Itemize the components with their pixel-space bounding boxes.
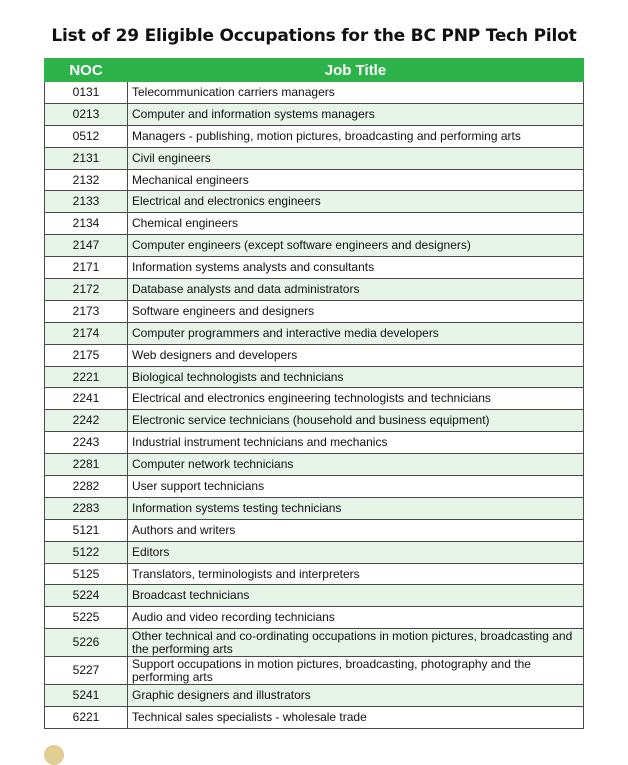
table-row (45, 497, 584, 519)
job-title-column-header: Job Title (128, 59, 584, 82)
job-title-cell: Graphic designers and illustrators (128, 685, 584, 707)
noc-cell: 2132 (45, 169, 128, 191)
table-row (45, 279, 584, 301)
table-row (45, 707, 584, 729)
table-row (45, 300, 584, 322)
table-row (45, 322, 584, 344)
table-row (45, 235, 584, 257)
noc-column-header: NOC (45, 59, 128, 82)
noc-cell: 5226 (45, 629, 128, 657)
page-title: List of 29 Eligible Occupations for the BC PNP Tech Pilot (51, 26, 577, 46)
job-title-cell: Software engineers and designers (128, 300, 584, 322)
table-row (45, 257, 584, 279)
noc-cell: 5241 (45, 685, 128, 707)
noc-cell: 2133 (45, 191, 128, 213)
noc-cell: 2221 (45, 366, 128, 388)
table-row (45, 366, 584, 388)
job-title-cell: Electrical and electronics engineers (128, 191, 584, 213)
job-title-cell: Computer engineers (except software engineers and designers) (128, 235, 584, 257)
table-header-row (45, 59, 584, 82)
job-title-cell: Editors (128, 541, 584, 563)
job-title-cell: Web designers and developers (128, 344, 584, 366)
job-title-cell: Other technical and co-ordinating occupations in motion pictures, broadcasting and the performing arts (128, 629, 584, 657)
job-title-cell: Audio and video recording technicians (128, 607, 584, 629)
table-row (45, 432, 584, 454)
job-title-cell: Broadcast technicians (128, 585, 584, 607)
noc-cell: 2283 (45, 497, 128, 519)
noc-cell: 0512 (45, 125, 128, 147)
job-title-cell: Authors and writers (128, 519, 584, 541)
noc-cell: 2173 (45, 300, 128, 322)
job-title-cell: Electronic service technicians (household and business equipment) (128, 410, 584, 432)
table-row (45, 410, 584, 432)
noc-cell: 6221 (45, 707, 128, 729)
noc-cell: 2242 (45, 410, 128, 432)
noc-cell: 2281 (45, 454, 128, 476)
table-row (45, 388, 584, 410)
noc-cell: 0131 (45, 82, 128, 104)
noc-cell: 2175 (45, 344, 128, 366)
job-title-cell: Computer programmers and interactive media developers (128, 322, 584, 344)
table-row (45, 454, 584, 476)
noc-cell: 2241 (45, 388, 128, 410)
table-row (45, 563, 584, 585)
noc-cell: 5225 (45, 607, 128, 629)
noc-cell: 5224 (45, 585, 128, 607)
table-row (45, 103, 584, 125)
table-row (45, 213, 584, 235)
table-row (45, 191, 584, 213)
table-row (45, 344, 584, 366)
table-row (45, 585, 584, 607)
noc-cell: 2147 (45, 235, 128, 257)
job-title-cell: Technical sales specialists - wholesale trade (128, 707, 584, 729)
job-title-cell: Managers - publishing, motion pictures, broadcasting and performing arts (128, 125, 584, 147)
table-row (45, 169, 584, 191)
job-title-cell: Chemical engineers (128, 213, 584, 235)
table-row (45, 541, 584, 563)
job-title-cell: User support technicians (128, 476, 584, 498)
noc-cell: 5227 (45, 657, 128, 685)
job-title-cell: Mechanical engineers (128, 169, 584, 191)
table-row (45, 607, 584, 629)
table-row (45, 147, 584, 169)
noc-cell: 5122 (45, 541, 128, 563)
table-row (45, 125, 584, 147)
job-title-cell: Database analysts and data administrators (128, 279, 584, 301)
job-title-cell: Electrical and electronics engineering technologists and technicians (128, 388, 584, 410)
noc-cell: 2174 (45, 322, 128, 344)
job-title-cell: Translators, terminologists and interpreters (128, 563, 584, 585)
job-title-cell: Information systems analysts and consultants (128, 257, 584, 279)
noc-cell: 2243 (45, 432, 128, 454)
job-title-cell: Civil engineers (128, 147, 584, 169)
table-row (45, 657, 584, 685)
footer-logo (44, 745, 64, 765)
job-title-cell: Computer network technicians (128, 454, 584, 476)
job-title-cell: Computer and information systems managers (128, 103, 584, 125)
noc-cell: 2134 (45, 213, 128, 235)
table-row (45, 82, 584, 104)
table-row (45, 519, 584, 541)
noc-cell: 0213 (45, 103, 128, 125)
table-row (45, 685, 584, 707)
table-row (45, 476, 584, 498)
occupations-table (44, 58, 584, 729)
table-row (45, 629, 584, 657)
noc-cell: 2282 (45, 476, 128, 498)
noc-cell: 2171 (45, 257, 128, 279)
noc-cell: 2172 (45, 279, 128, 301)
job-title-cell: Support occupations in motion pictures, broadcasting, photography and the performing arts (128, 657, 584, 685)
job-title-cell: Industrial instrument technicians and mechanics (128, 432, 584, 454)
noc-cell: 5125 (45, 563, 128, 585)
job-title-cell: Telecommunication carriers managers (128, 82, 584, 104)
noc-cell: 5121 (45, 519, 128, 541)
job-title-cell: Biological technologists and technicians (128, 366, 584, 388)
job-title-cell: Information systems testing technicians (128, 497, 584, 519)
noc-cell: 2131 (45, 147, 128, 169)
